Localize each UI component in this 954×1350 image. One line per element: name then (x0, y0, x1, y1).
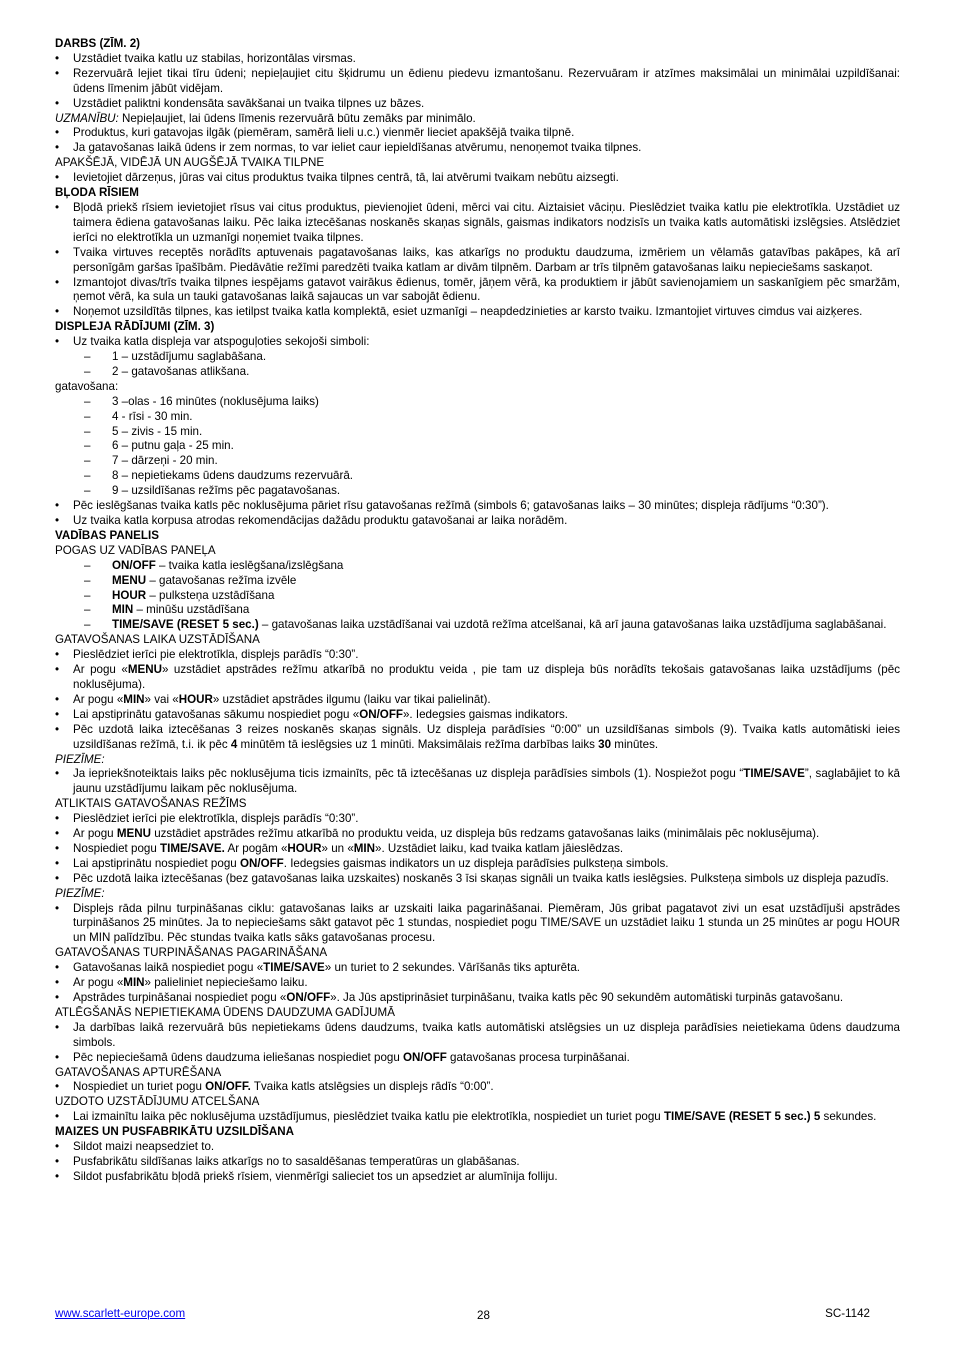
text-run: Nospiediet pogu (73, 841, 161, 855)
text-run: BĻODA RĪSIEM (55, 186, 139, 200)
dash-marker: – (84, 454, 91, 468)
text-run: 7 – dārzeņi - 20 min. (112, 454, 218, 468)
section-heading (55, 186, 900, 201)
bullet-item (55, 1110, 900, 1125)
bullet-item (55, 335, 900, 350)
text-run: ». Uzstādiet laiku, kad tvaika katlam jāieslēdzas. (375, 841, 624, 855)
dash-item (55, 365, 900, 380)
bullet-item (55, 693, 900, 708)
bullet-item (55, 663, 900, 693)
section-heading (55, 37, 900, 52)
bold-text: TIME/SAVE (RESET 5 sec.) 5 (663, 1110, 821, 1124)
text-run: ». Ja Jūs apstiprināsiet turpināšanu, tvaika katls pēc 90 sekundēm automātiski turpinās gatavošanu. (330, 991, 844, 1004)
section-heading (55, 1125, 900, 1140)
dash-marker: – (84, 558, 91, 572)
text-run: Sildot maizi neapsedziet to. (73, 1140, 215, 1154)
dash-item (55, 425, 900, 440)
dash-item (55, 454, 900, 469)
text-run: Nepieļaujiet, lai ūdens līmenis rezervuārā būtu zemāks par minimālo. (118, 111, 476, 125)
bold-text: MENU (116, 827, 151, 841)
text-run: 1 – uzstādījumu saglabāšana. (112, 350, 267, 364)
bullet-item (55, 648, 900, 663)
text-run: Bļodā priekš rīsiem ievietojiet rīsus vai citus produktus, pievienojiet ūdeni, mērci vai citu. Aiztaisiet vāciņu. Pieslēdziet tvaika katlu pie elektrotīkla. Uzstādiet uz taimera ēdiena gatavošanas laiku. Pēc laika iztecēšanas noskanēs skaņas signāls, gaismas indikators nodzisīs un tvaika katls automātiski izslēgsies. Atslēdziet ierīci no elektrotīkla un uzmanīgi noņemiet tvaika tilpnes. (73, 200, 900, 244)
dash-item (55, 559, 900, 574)
bullet-item (55, 872, 900, 887)
paragraph (55, 1006, 900, 1021)
text-run: gatavošanas procesa turpināšanai. (446, 1050, 630, 1064)
text-run: Tvaika katls atslēgsies un displejs rādīs “0:00”. (250, 1080, 494, 1094)
bullet-item (55, 171, 900, 186)
text-run: Uz tvaika katla displeja var atspoguļoties sekojoši simboli: (73, 335, 370, 349)
bullet-item (55, 857, 900, 872)
text-run: Pēc uzdotā laika iztecēšanas (bez gatavošanas laika uzskaites) noskanēs 3 īsi skaņas signāli un tvaika katls ieslēgsies. Pulksteņa simbols uz displeja pazudīs. (73, 871, 889, 885)
dash-marker: – (84, 588, 91, 602)
bold-text: ON/OFF (112, 558, 156, 572)
dash-marker: – (84, 603, 91, 617)
dash-marker: – (84, 364, 91, 378)
bold-text: ON/OFF (239, 856, 284, 870)
section-heading (55, 320, 900, 335)
bullet-item (55, 976, 900, 991)
bullet-item (55, 961, 900, 976)
text-run: » uzstādiet apstrādes režīmu atkarībā no produktu veida , pie tam uz displeja būs norādīts tekošais gatavošanas laika uzstādījums (pēc noklusējuma). (73, 663, 900, 691)
bullet-item (55, 1051, 900, 1066)
bold-text: TIME/SAVE (263, 961, 325, 975)
text-run: GATAVOŠANAS TURPINĀŠANAS PAGARINĀŠANA (55, 946, 328, 960)
text-run: ATLĒGŠANĀS NEPIETIEKAMA ŪDENS DAUDZUMA GADĪJUMĀ (55, 1005, 395, 1019)
paragraph (55, 380, 900, 395)
bullet-item (55, 1155, 900, 1170)
bold-text: TIME/SAVE. (160, 841, 225, 855)
dash-marker: – (84, 439, 91, 453)
paragraph (55, 633, 900, 648)
text-run: VADĪBAS PANELIS (55, 528, 159, 542)
bullet-item (55, 246, 900, 276)
text-run: Pēc ieslēgšanas tvaika katls pēc noklusējuma pāriet rīsu gatavošanas režīmā (simbols 6; gatavošanas laiks – 30 minūtes; displeja rādījums “0:30”). (73, 499, 829, 513)
paragraph (55, 112, 900, 127)
text-run: uzstādiet apstrādes režīmu atkarībā no produktu veida, uz displeja būs redzams gatavošanas laiks (minimālais pēc noklusējuma). (150, 827, 820, 841)
bullet-item (55, 1140, 900, 1155)
dash-marker: – (84, 618, 91, 632)
bullet-item (55, 52, 900, 67)
bullet-item (55, 708, 900, 723)
text-run: – pulksteņa uzstādīšana (146, 588, 275, 602)
text-run: gatavošana: (55, 379, 119, 393)
bold-text: MENU (112, 573, 147, 587)
text-run: Produktus, kuri gatavojas ilgāk (piemēram, samērā lieli u.c.) vienmēr lieciet apakšējā tvaika tilpnē. (73, 126, 575, 140)
text-run: minūtēm tā ieslēgsies uz 1 minūti. Maksimālais režīma darbības laiks (237, 737, 599, 751)
text-run: – minūšu uzstādīšana (133, 603, 250, 617)
bullet-item (55, 1080, 900, 1095)
text-run: » un turiet to 2 sekundes. Vārīšanās tiks apturēta. (324, 961, 581, 975)
paragraph (55, 156, 900, 171)
bold-text: TIME/SAVE (RESET 5 sec.) (112, 618, 259, 632)
bold-text: HOUR (112, 588, 147, 602)
text-run: Uzstādiet tvaika katlu uz stabilas, horizontālas virsmas. (73, 51, 356, 65)
bullet-item (55, 723, 900, 753)
bullet-item (55, 1170, 900, 1185)
text-run: Lai apstiprinātu gatavošanas sākumu nospiediet pogu « (73, 707, 360, 721)
italic-label: PIEZĪME: (55, 886, 105, 900)
text-run: Ievietojiet dārzeņus, jūras vai citus produktus tvaika tilpnes centrā, tā, lai atvērumi tvaikam nebūtu aizsegti. (73, 171, 619, 185)
text-run: sekundes. (820, 1110, 877, 1124)
text-run: Ar pogu « (73, 976, 124, 990)
text-run: APAKŠĒJĀ, VIDĒJĀ UN AUGŠĒJĀ TVAIKA TILPNE (55, 156, 325, 170)
text-run: 6 – putnu gaļa - 25 min. (112, 439, 234, 453)
bold-text: TIME/SAVE (743, 767, 805, 781)
dash-marker: – (84, 573, 91, 587)
bullet-item (55, 991, 900, 1006)
text-run: 9 – uzsildīšanas režīms pēc pagatavošanas. (112, 484, 341, 498)
text-run: » palieliniet nepieciešamo laiku. (144, 976, 308, 990)
text-run: 8 – nepietiekams ūdens daudzums rezervuārā. (112, 469, 354, 483)
bold-text: ON/OFF (286, 991, 331, 1004)
text-run: Izmantojot divas/trīs tvaika tilpnes iespējams gatavot vairākus ēdienus, tomēr, jāņem vērā, ka produktiem ir jābūt savienojamiem un saskanīgiem pēc smaržām, ņemot vērā, ka sula un tauki gatavošanas laikā sajaucas un var sabojāt ēdienu. (73, 275, 900, 304)
text-run: Lai izmainītu laika pēc noklusējuma uzstādījumus, pieslēdziet tvaika katlu pie elektrotīkla, nospiediet un turiet pogu (73, 1110, 664, 1124)
bullet-item (55, 97, 900, 112)
text-run: Pieslēdziet ierīci pie elektrotīkla, displejs parādīs “0:30”. (73, 812, 359, 826)
text-run: minūtes. (611, 737, 659, 751)
paragraph (55, 544, 900, 559)
text-run: Apstrādes turpināšanai nospiediet pogu « (73, 991, 287, 1004)
text-run: 2 – gatavošanas atlikšana. (112, 364, 250, 378)
text-run: UZDOTO UZSTĀDĪJUMU ATCELŠANA (55, 1095, 260, 1109)
dash-item (55, 484, 900, 499)
text-run: Pēc uzdotā laika iztecēšanas 3 reizes noskanēs skaņas signāls. Uz displeja parādīsies “0:00” un uzsildīšanas simbols (9). Tvaika katls automātiski ieies uzsildīšanas režīmā, t.i. ik pēc (73, 722, 900, 751)
text-run: DISPLEJA RĀDĪJUMI (ZĪM. 3) (55, 320, 215, 334)
dash-item (55, 410, 900, 425)
paragraph (55, 946, 900, 961)
text-run: Displejs rāda pilnu turpināšanas ciklu: gatavošanas laiks ar uzskaiti laika pagarināšanai. Piemēram, Jūs gribat pagatavot zivi un esat uzstādījuši apstrādes turpināšanos 25 minūtes. Ja to nepieciešams sākt gatavot pēc 1 stundas, nospiediet pogu TIME/SAVE un uzstādiet laiku 1 stunda un 25 minūtes ar pogu HOUR un MIN palīdzību. Pēc stundas tvaika katls sāks gatavošanas procesu. (73, 901, 900, 945)
page-number: 28 (477, 1309, 490, 1322)
bold-text: MIN (112, 603, 134, 617)
text-run: Lai apstiprinātu nospiediet pogu (73, 856, 240, 870)
dash-marker: – (84, 484, 91, 498)
bold-text: 30 (598, 737, 612, 751)
text-run: GATAVOŠANAS LAIKA UZSTĀDĪŠANA (55, 633, 260, 647)
text-run: Ar pogu (73, 827, 117, 841)
dash-marker: – (84, 469, 91, 483)
text-run: GATAVOŠANAS APTURĒŠANA (55, 1065, 222, 1079)
text-run: » un « (321, 841, 354, 855)
text-run: Pēc nepieciešamā ūdens daudzuma ieliešanas nospiediet pogu (73, 1050, 404, 1064)
text-run: Uzstādiet paliktni kondensāta savākšanai un tvaika tilpnes uz bāzes. (73, 96, 425, 110)
dash-item (55, 618, 900, 633)
bullet-item (55, 499, 900, 514)
text-run: Gatavošanas laikā nospiediet pogu « (73, 961, 264, 975)
italic-label: UZMANĪBU: (55, 111, 119, 125)
bold-text: ON/OFF. (205, 1080, 251, 1094)
dash-item (55, 469, 900, 484)
text-run: Ja iepriekšnoteiktais laiks pēc noklusējuma ticis izmainīts, pēc tā iztecēšanas uz displeja parādīsies simbols (1). Nospiežot pogu “ (73, 767, 744, 781)
dash-item (55, 439, 900, 454)
text-run: ”, saglabājiet to kā jaunu uzstādījumu laikam pēc noklusējuma. (73, 767, 901, 796)
bold-text: ON/OFF (359, 707, 403, 721)
paragraph (55, 753, 900, 768)
paragraph (55, 797, 900, 812)
text-run: Sildot pusfabrikātu bļodā priekš rīsiem, vienmērīgi salieciet tos un apsedziet ar alumīnija folliju. (73, 1169, 558, 1183)
text-run: 3 –olas - 16 minūtes (noklusējuma laiks) (112, 394, 319, 408)
text-run: MAIZES UN PUSFABRIKĀTU UZSILDĪŠANA (55, 1125, 294, 1139)
text-run: » uzstādiet apstrādes ilgumu (laiku var tikai palielināt). (212, 692, 491, 706)
dash-marker: – (84, 394, 91, 408)
bullet-item (55, 67, 900, 97)
text-run: Ja gatavošanas laikā ūdens ir zem normas, to var ieliet caur iepieldīšanas atvērumu, nenoņemot tvaika tilpnes. (73, 141, 642, 155)
text-run: POGAS UZ VADĪBAS PANEĻA (55, 543, 216, 557)
text-run: Uz tvaika katla korpusa atrodas rekomendācijas dažādu produktu gatavošanai ar laika norādēm. (73, 514, 568, 527)
bold-text: 4 (230, 737, 238, 751)
dash-item (55, 603, 900, 618)
text-run: ATLIKTAIS GATAVOŠANAS REŽĪMS (55, 797, 247, 811)
document-body (55, 37, 900, 1185)
text-run: 5 – zivis - 15 min. (112, 424, 203, 438)
bullet-item (55, 126, 900, 141)
text-run: Rezervuārā lejiet tikai tīru ūdeni; nepieļaujiet citu šķidrumu un ēdienu piedevu izmantošanu. Rezervuāram ir atzīmes maksimālai un minimālai uzpildīšanai: ūdens līmenim jābūt vidējam. (73, 66, 900, 95)
dash-item (55, 574, 900, 589)
bullet-item (55, 305, 900, 320)
text-run: Ar pogu « (73, 692, 124, 706)
bullet-item (55, 1021, 900, 1051)
text-run: Pieslēdziet ierīci pie elektrotīkla, displejs parādīs “0:30”. (73, 648, 359, 662)
paragraph (55, 887, 900, 902)
bold-text: MIN (353, 841, 376, 855)
bold-text: ON/OFF (403, 1050, 447, 1064)
text-run: Ja darbības laikā rezervuārā būs nepietiekams ūdens daudzums, tvaika katls automātiski atslēgsies un uz displeja parādīsies neietiekama ūdens daudzuma simbols. (73, 1020, 900, 1049)
text-run: Tvaika virtuves receptēs norādīts aptuvenais pagatavošanas laiks, kas atkarīgs no produktu daudzuma, izmēriem un vēlamās gatavības pakāpes, kā arī personīgām garšas īpašībām. Piedāvātie režīmi paredzēti tvaika katlam ar divām tilpnēm. Darbam ar trīs tilpnēm gatavošanas laiku nepieciešams saskaņot. (73, 245, 900, 274)
text-run: ». Iedegsies gaismas indikators. (402, 707, 568, 721)
bullet-item (55, 842, 900, 857)
text-run: 4 - rīsi - 30 min. (112, 409, 193, 423)
bullet-item (55, 827, 900, 842)
text-run: » vai « (144, 692, 179, 706)
bullet-item (55, 902, 900, 947)
bullet-item (55, 276, 900, 306)
dash-marker: – (84, 350, 91, 364)
text-run: Pusfabrikātu sildīšanas laiks atkarīgs no to sasaldēšanas temperatūras un glabāšanas. (73, 1154, 520, 1168)
bullet-item (55, 201, 900, 246)
text-run: Noņemot uzsildītās tilpnes, kas ietilpst tvaika katla komplektā, esiet uzmanīgi – neapdedzinieties ar karsto tvaiku. Izmantojiet virtuves cimdus vai aizķeres. (73, 305, 863, 319)
text-run: Ar pogu « (73, 663, 128, 677)
bold-text: HOUR (287, 841, 322, 855)
bold-text: MIN (123, 976, 145, 990)
website-link[interactable]: www.scarlett-europe.com (55, 1307, 186, 1320)
page-footer (55, 1307, 900, 1323)
paragraph (55, 1095, 900, 1110)
text-run: – tvaika katla ieslēgšana/izslēgšana (155, 558, 344, 572)
bullet-item (55, 767, 900, 797)
dash-item (55, 395, 900, 410)
text-run: . Iedegsies gaismas indikators un uz displeja parādīsies pulksteņa simbols. (283, 856, 669, 870)
dash-item (55, 589, 900, 604)
dash-marker: – (84, 409, 91, 423)
dash-marker: – (84, 424, 91, 438)
text-run: – gatavošanas režīma izvēle (146, 573, 297, 587)
model-number: SC-1142 (825, 1307, 870, 1320)
text-run: – gatavošanas laika uzstādīšanai vai uzdotā režīma atcelšanai, kā arī jauna gatavošanas laika uzstādījuma saglabāšanai. (258, 618, 887, 632)
bullet-item (55, 812, 900, 827)
text-run: DARBS (ZĪM. 2) (55, 37, 141, 50)
dash-item (55, 350, 900, 365)
paragraph (55, 1066, 900, 1081)
bold-text: MIN (123, 692, 145, 706)
bullet-item (55, 141, 900, 156)
bold-text: HOUR (178, 692, 213, 706)
section-heading (55, 529, 900, 544)
text-run: Nospiediet un turiet pogu (73, 1080, 206, 1094)
bold-text: MENU (127, 663, 162, 677)
bullet-item (55, 514, 900, 529)
text-run: Ar pogām « (224, 841, 288, 855)
italic-label: PIEZĪME: (55, 752, 105, 766)
